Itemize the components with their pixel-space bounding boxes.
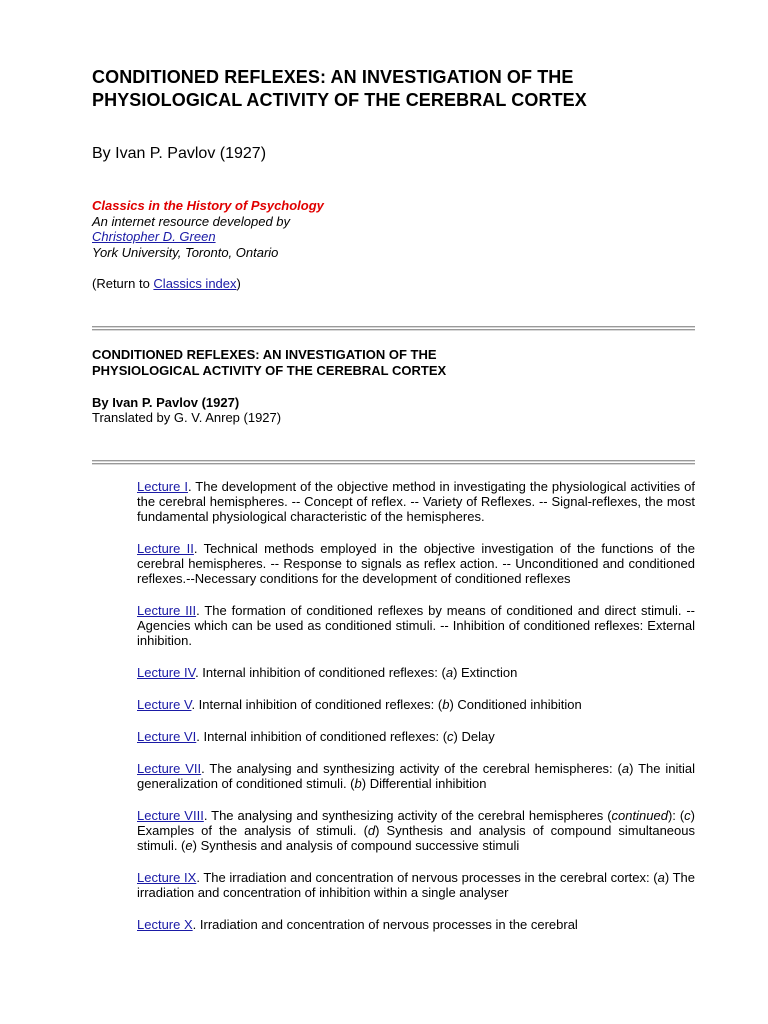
list-item: Lecture VI. Internal inhibition of conditioned reflexes: (c) Delay — [137, 729, 495, 744]
developer-link[interactable]: Christopher D. Green — [92, 229, 216, 244]
institution: York University, Toronto, Ontario — [92, 244, 279, 260]
subheading-byline — [92, 395, 695, 425]
list-item: Lecture IX. The irradiation and concentration of nervous processes in the cerebral cortex: (a) The irradiation and concentration of inhibition within a single analyser — [137, 870, 695, 900]
classics-credit — [92, 198, 695, 260]
lecture-link[interactable]: Lecture I — [137, 479, 188, 494]
subheading-author: By Ivan P. Pavlov (1927) — [92, 395, 240, 410]
return-suffix: ) — [236, 276, 241, 291]
list-item: Lecture II. Technical methods employed in the objective investigation of the functions of the cerebral hemispheres. -- Response to signals as reflex action. -- Unconditioned and conditioned reflexes.--Necessary conditions for the development of conditioned reflexes — [137, 541, 695, 586]
list-item: Lecture V. Internal inhibition of conditioned reflexes: (b) Conditioned inhibition — [137, 697, 582, 712]
title-line-2: PHYSIOLOGICAL ACTIVITY OF THE CEREBRAL CORTEX — [92, 90, 587, 110]
subheading-title — [92, 347, 695, 379]
list-item: Lecture X. Irradiation and concentration of nervous processes in the cerebral — [137, 917, 578, 932]
lecture-link[interactable]: Lecture IV — [137, 665, 196, 680]
list-item: Lecture VII. The analysing and synthesizing activity of the cerebral hemispheres: (a) The initial generalization of conditioned stimuli. (b) Differential inhibition — [137, 761, 695, 791]
series-name: Classics in the History of Psychology — [92, 198, 324, 213]
translator: Translated by G. V. Anrep (1927) — [92, 410, 282, 425]
page-title — [92, 66, 695, 112]
divider-2 — [92, 459, 695, 465]
document-body — [92, 66, 695, 949]
lecture-link[interactable]: Lecture V — [137, 697, 192, 712]
lecture-link[interactable]: Lecture II — [137, 541, 194, 556]
list-item: Lecture VIII. The analysing and synthesizing activity of the cerebral hemispheres (continued): (c) Examples of the analysis of stimuli. (d) Synthesis and analysis of compound simultaneous stimuli. (e) Synthesis and analysis of compound successive stimuli — [137, 808, 695, 853]
return-nav — [92, 276, 695, 291]
return-prefix: (Return to — [92, 276, 154, 291]
lecture-link[interactable]: Lecture III — [137, 603, 197, 618]
lecture-link[interactable]: Lecture VI — [137, 729, 197, 744]
subheading-line-1: CONDITIONED REFLEXES: AN INVESTIGATION OF THE — [92, 347, 437, 362]
lecture-link[interactable]: Lecture IX — [137, 870, 197, 885]
title-line-1: CONDITIONED REFLEXES: AN INVESTIGATION OF THE — [92, 67, 574, 87]
resource-note: An internet resource developed by — [92, 213, 291, 229]
list-item: Lecture I. The development of the objective method in investigating the physiological activities of the cerebral hemispheres. -- Concept of reflex. -- Variety of Reflexes. -- Signal-reflexes, the most fundamental physiological characteristic of the hemispheres. — [137, 479, 695, 524]
subheading-line-2: PHYSIOLOGICAL ACTIVITY OF THE CEREBRAL CORTEX — [92, 363, 447, 378]
list-item: Lecture IV. Internal inhibition of conditioned reflexes: (a) Extinction — [137, 665, 518, 680]
lecture-link[interactable]: Lecture VIII — [137, 808, 204, 823]
author-byline: By Ivan P. Pavlov (1927) — [92, 145, 267, 162]
lecture-link[interactable]: Lecture VII — [137, 761, 202, 776]
list-item: Lecture III. The formation of conditioned reflexes by means of conditioned and direct stimuli. -- Agencies which can be used as conditioned stimuli. -- Inhibition of conditioned reflexes: External inhibition. — [137, 603, 695, 648]
classics-index-link[interactable]: Classics index — [153, 276, 237, 291]
divider-1 — [92, 325, 695, 331]
lecture-link[interactable]: Lecture X — [137, 917, 193, 932]
lecture-list — [137, 479, 695, 932]
